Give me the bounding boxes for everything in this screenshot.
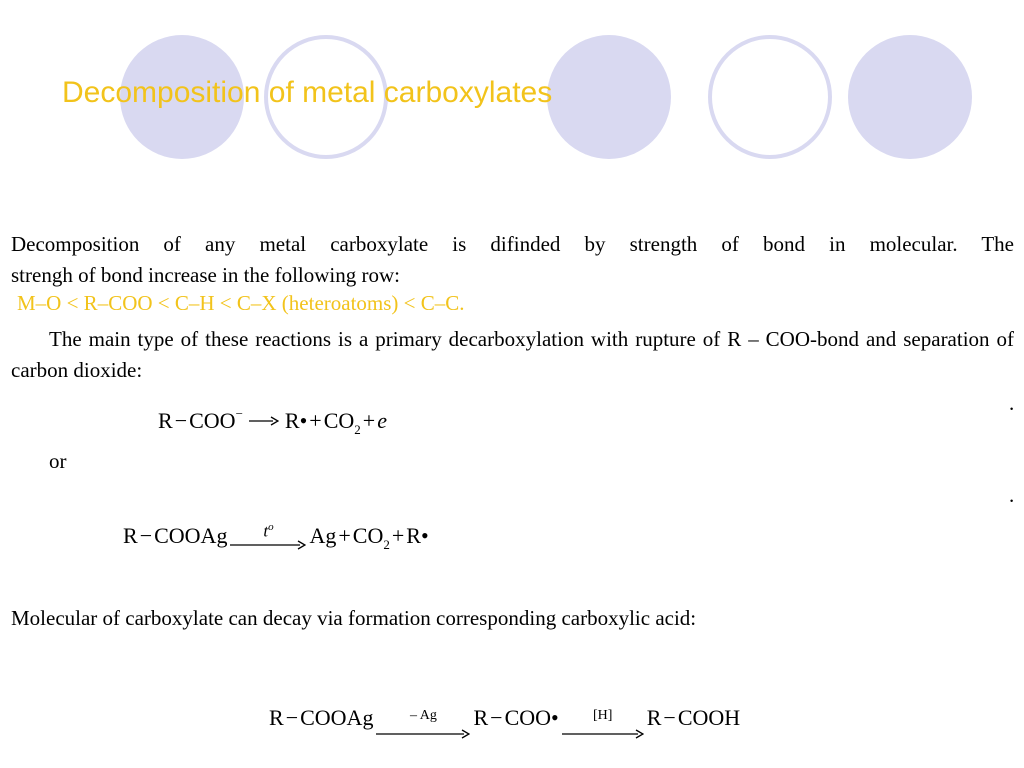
eq-plus: + — [391, 523, 405, 548]
eq-coo: COO — [504, 705, 552, 730]
carboxylic-acid-paragraph: Molecular of carboxylate can decay via formation corresponding carboxylic acid: — [11, 606, 697, 630]
eq-minus: − — [663, 705, 676, 730]
radical-dot: • — [420, 523, 429, 548]
intro-line-2: strengh of bond increase in the following row: — [11, 263, 400, 287]
eq-r: R — [123, 523, 138, 548]
eq-minus: − — [139, 523, 153, 548]
arrow-icon — [249, 416, 279, 426]
eq-cooh: COOH — [677, 705, 741, 730]
radical-dot: • — [551, 705, 559, 730]
eq-co: CO — [323, 408, 355, 433]
slide-title: Decomposition of metal carboxylates — [62, 76, 553, 109]
long-arrow-icon — [230, 540, 306, 550]
eq-co-sub: 2 — [354, 422, 361, 437]
reaction-arrow — [249, 416, 279, 426]
eq-plus: + — [338, 523, 351, 548]
long-arrow-icon — [376, 729, 470, 739]
eq-charge: − — [235, 406, 243, 421]
eq-r-product: R — [284, 408, 300, 433]
eq-r: R — [158, 408, 173, 433]
eq-r-product: R — [646, 705, 662, 730]
arrow-label: [H] — [593, 708, 613, 723]
radical-dot: • — [299, 408, 308, 433]
eq-plus: + — [309, 408, 322, 433]
heat-arrow — [230, 521, 306, 550]
outline-circle — [710, 37, 830, 157]
eq-electron: e — [377, 408, 387, 433]
eq-cooag: COOAg — [154, 523, 228, 548]
decarboxylation-paragraph: The main type of these reactions is a primary decarboxylation with rupture of R – COO-bond and separation of carbon dioxide: — [11, 327, 1014, 382]
or-label: or — [49, 449, 67, 473]
filled-circle — [848, 35, 972, 159]
eq-r-mid: R — [473, 705, 489, 730]
eq-plus: + — [362, 408, 376, 433]
eq-co-sub: 2 — [383, 537, 390, 552]
trailing-dot: . — [1009, 391, 1015, 415]
equation-acid-formation — [269, 705, 740, 741]
equation-silver-carboxylate — [123, 523, 429, 552]
bond-strength-series: M–O < R–COO < C–H < C–X (heteroatoms) < C–C. — [17, 291, 465, 315]
eq-minus: − — [174, 408, 188, 433]
long-arrow-icon — [562, 729, 644, 739]
arrow-hydrogen — [562, 708, 644, 739]
eq-r: R — [269, 705, 284, 730]
intro-line-1: Decomposition of any metal carboxylate is difinded by strength of bond in molecular. The — [11, 232, 1014, 256]
arrow-label: $t^o$ — [263, 521, 274, 541]
eq-coo: COO — [189, 408, 236, 433]
eq-minus: − — [285, 705, 299, 730]
filled-circle — [547, 35, 671, 159]
eq-r-product: R — [406, 523, 421, 548]
eq-ag: Ag — [309, 523, 337, 548]
trailing-dot: . — [1009, 483, 1015, 507]
arrow-minus-ag — [376, 708, 470, 739]
eq-cooag: COOAg — [300, 705, 374, 730]
eq-co: CO — [352, 523, 384, 548]
intro-paragraph — [11, 229, 1014, 291]
equation-decarboxylation — [158, 406, 387, 437]
eq-minus: − — [490, 705, 503, 730]
arrow-label: – Ag — [410, 708, 437, 723]
